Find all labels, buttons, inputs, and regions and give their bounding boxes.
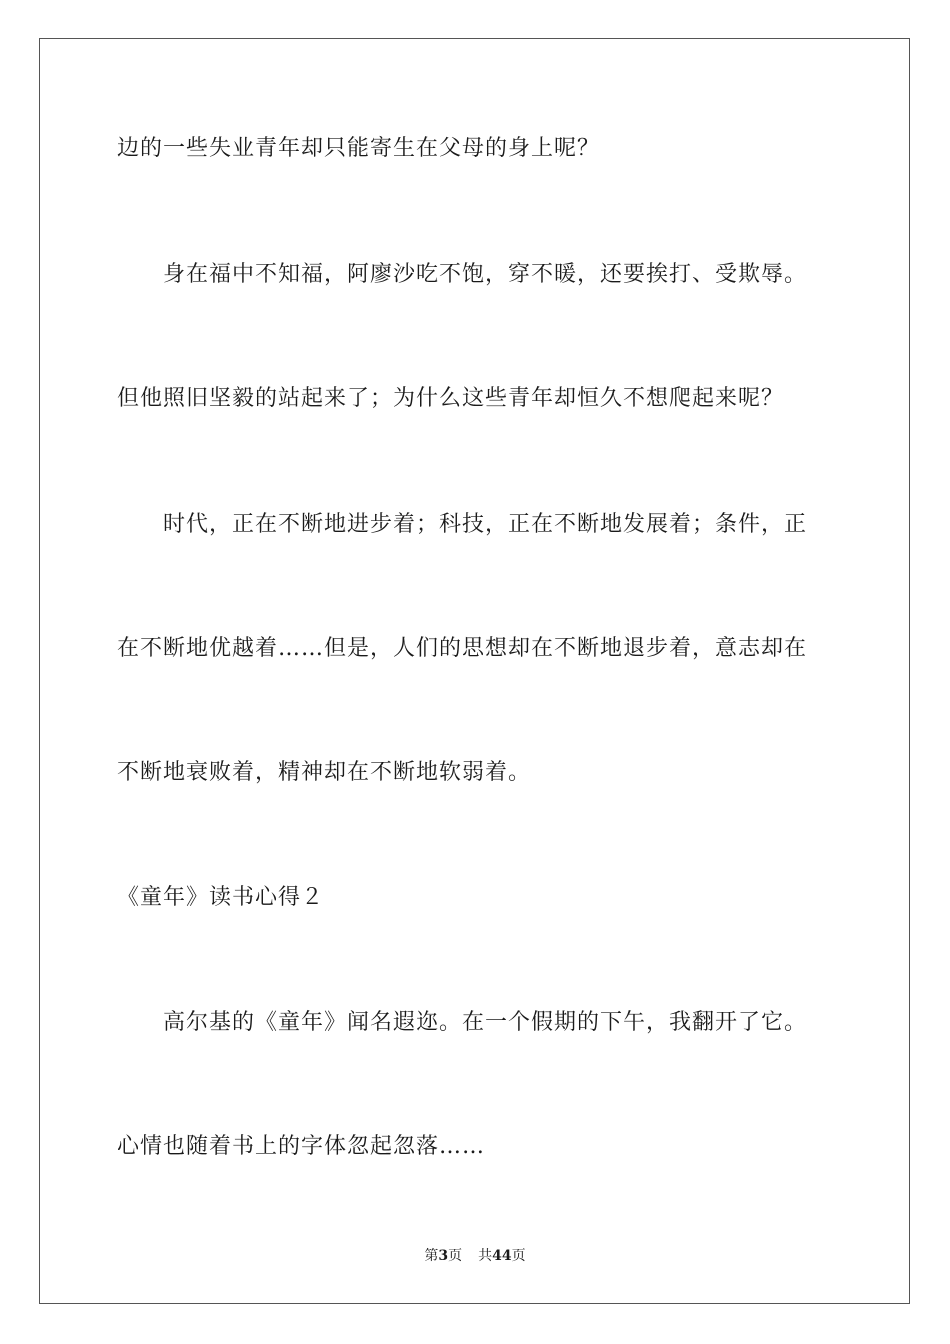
- text-line: 不断地衰败着，精神却在不断地软弱着。: [117, 760, 532, 785]
- text-line: 在不断地优越着……但是，人们的思想却在不断地退步着，意志却在: [117, 636, 808, 661]
- text-line: 身在福中不知福，阿廖沙吃不饱，穿不暖，还要挨打、受欺辱。: [163, 262, 808, 287]
- page-number: 3: [438, 1248, 449, 1264]
- text-line: 时代，正在不断地进步着；科技，正在不断地发展着；条件，正: [163, 512, 808, 537]
- text-line: 心情也随着书上的字体忽起忽落……: [117, 1134, 486, 1159]
- text-line: 边的一些失业青年却只能寄生在父母的身上呢？: [117, 136, 601, 161]
- text-line: 但他照旧坚毅的站起来了；为什么这些青年却恒久不想爬起来呢？: [117, 386, 785, 411]
- page-suffix: 页: [448, 1248, 463, 1264]
- page-frame: [39, 38, 910, 1304]
- total-suffix: 页: [511, 1248, 526, 1264]
- section-heading: 《童年》读书心得２: [117, 885, 325, 910]
- total-prefix: 共: [478, 1248, 493, 1264]
- page-footer: [0, 1246, 950, 1266]
- total-pages: 44: [492, 1248, 512, 1264]
- page-prefix: 第: [424, 1248, 439, 1264]
- text-line: 高尔基的《童年》闻名遐迩。在一个假期的下午，我翻开了它。: [163, 1010, 808, 1035]
